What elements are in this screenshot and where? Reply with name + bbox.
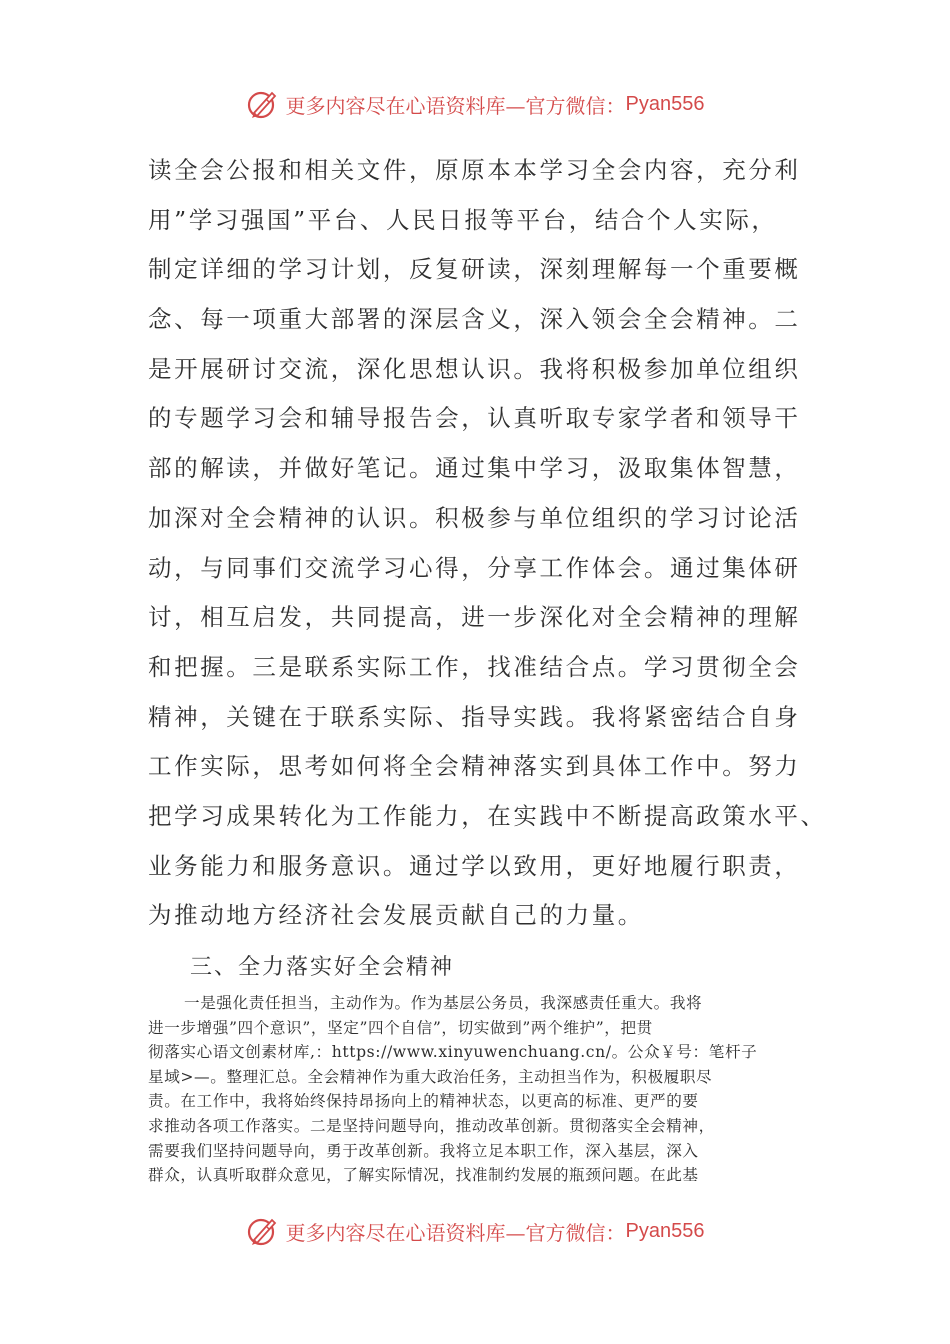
- body-line: 制定详细的学习计划，反复研读，深刻理解每一个重要概: [148, 255, 801, 284]
- banner-text: 更多内容尽在心语资料库—官方微信：: [285, 1220, 626, 1245]
- body-line: 讨，相互启发，共同提高，进一步深化对全会精神的理解: [148, 603, 801, 632]
- body-line: 工作实际，思考如何将全会精神落实到具体工作中。努力: [148, 752, 801, 781]
- small-paragraph: [148, 991, 808, 1188]
- small-line: 群众，认真听取群众意见，了解实际情况，找准制约发展的瓶颈问题。在此基: [148, 1166, 699, 1185]
- body-line: 读全会公报和相关文件，原原本本学习全会内容，充分利: [148, 156, 801, 184]
- small-line: 责。在工作中，我将始终保持昂扬向上的精神状态，以更高的标准、更严的要: [148, 1092, 699, 1111]
- body-line: 业务能力和服务意识。通过学以致用，更好地履行职责，: [148, 851, 801, 880]
- small-line: 需要我们坚持问题导向，勇于改革创新。我将立足本职工作，深入基层，深入: [148, 1141, 699, 1160]
- body-line: 念、每一项重大部署的深层含义，深入领会全会精神。二: [148, 305, 801, 334]
- body-line: 加深对全会精神的认识。积极参与单位组织的学习讨论活: [148, 503, 801, 532]
- footer-banner: [0, 1211, 950, 1251]
- banner-text: 更多内容尽在心语资料库—官方微信：: [285, 93, 626, 118]
- small-line: 彻落实心语文创素材库,：https://www.xinyuwenchuang.cn/。公众￥号：笔杆子: [148, 1043, 758, 1062]
- small-line: 进一步增强”四个意识”，坚定”四个自信”，切实做到”两个维护”，把贯: [148, 1018, 653, 1037]
- banner-wechat-id: Pyan556: [625, 1219, 705, 1242]
- section-heading: 三、全力落实好全会精神: [190, 955, 455, 980]
- body-paragraph: [148, 146, 828, 941]
- quill-pen-circle-icon: [246, 1214, 280, 1248]
- quill-pen-circle-icon: [246, 87, 280, 121]
- body-line: 动，与同事们交流学习心得，分享工作体会。通过集体研: [148, 553, 801, 582]
- small-line: 一是强化责任担当，主动作为。作为基层公务员，我深感责任重大。我将: [184, 994, 703, 1012]
- body-line: 是开展研讨交流，深化思想认识。我将积极参加单位组织: [148, 354, 801, 383]
- header-banner: [0, 84, 950, 124]
- body-line: 把学习成果转化为工作能力，在实践中不断提高政策水平、: [148, 801, 827, 830]
- body-line: 精神，关键在于联系实际、指导实践。我将紧密结合自身: [148, 702, 801, 731]
- banner-wechat-id: Pyan556: [625, 92, 705, 115]
- body-line: 和把握。三是联系实际工作，找准结合点。学习贯彻全会: [148, 652, 801, 681]
- body-line: 部的解读，并做好笔记。通过集中学习，汲取集体智慧，: [148, 454, 801, 483]
- small-line: 求推动各项工作落实。二是坚持问题导向，推动改革创新。贯彻落实全会精神，: [148, 1116, 715, 1135]
- small-line: 星域>—。整理汇总。全会精神作为重大政治任务，主动担当作为，积极履职尽: [148, 1067, 713, 1086]
- body-line: 用”学习强国”平台、人民日报等平台，结合个人实际，: [148, 205, 778, 234]
- body-line: 为推动地方经济社会发展贡献自己的力量。: [148, 901, 644, 930]
- body-line: 的专题学习会和辅导报告会，认真听取专家学者和领导干: [148, 404, 801, 433]
